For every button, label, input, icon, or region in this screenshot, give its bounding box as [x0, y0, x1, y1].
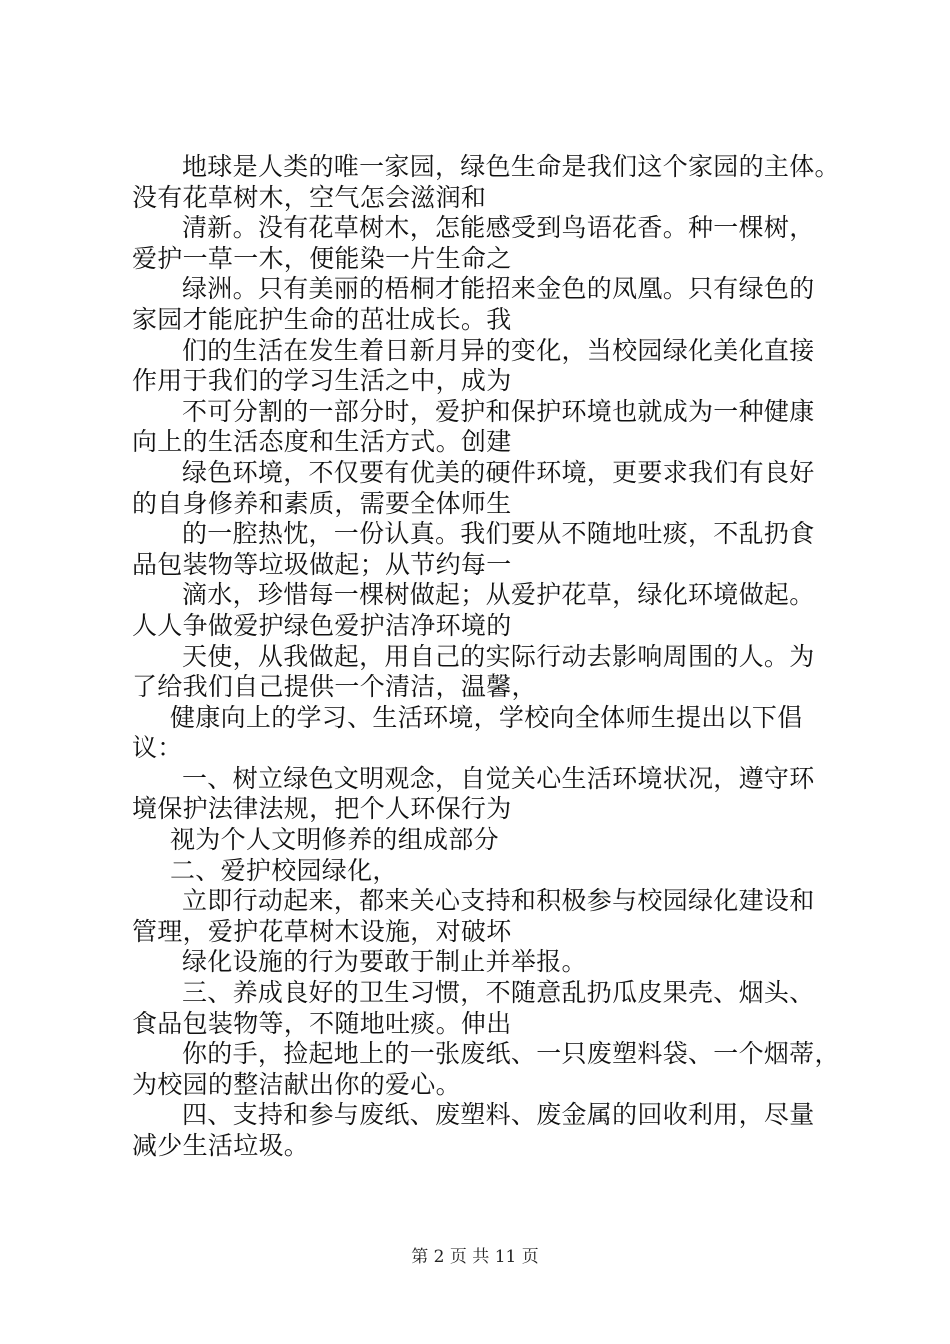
text-line: 们的生活在发生着日新月异的变化，当校园绿化美化直接 [182, 335, 815, 365]
text-line: 品包装物等垃圾做起；从节约每一 [132, 549, 512, 579]
text-line: 地球是人类的唯一家园，绿色生命是我们这个家园的主体。 [182, 152, 840, 181]
text-line: 清新。没有花草树木，怎能感受到鸟语花香。种一棵树， [182, 213, 815, 243]
text-line: 的自身修养和素质，需要全体师生 [132, 488, 512, 518]
text-line: 一、树立绿色文明观念，自觉关心生活环境状况，遵守环 [182, 763, 815, 793]
text-line: 视为个人文明修养的组成部分 [170, 825, 499, 855]
document-body [132, 152, 852, 1162]
text-line: 减少生活垃圾。 [132, 1131, 310, 1160]
text-line: 二、爱护校园绿化， [170, 855, 398, 885]
text-line: 没有花草树木，空气怎会滋润和 [132, 182, 487, 212]
text-line: 健康向上的学习、生活环境，学校向全体师生提出以下倡 [170, 702, 803, 732]
text-line: 家园才能庇护生命的茁壮成长。我 [132, 304, 512, 334]
text-line: 滴水，珍惜每一棵树做起；从爱护花草，绿化环境做起。 [182, 580, 815, 610]
text-line: 不可分割的一部分时，爱护和保护环境也就成为一种健康 [182, 396, 815, 426]
text-line: 议： [132, 733, 183, 763]
text-line: 人人争做爱护绿色爱护洁净环境的 [132, 610, 512, 640]
text-line: 食品包装物等，不随地吐痰。伸出 [132, 1008, 512, 1038]
text-line: 你的手，捡起地上的一张废纸、一只废塑料袋、一个烟蒂， [182, 1039, 840, 1069]
text-line: 绿色环境，不仅要有优美的硬件环境，更要求我们有良好 [182, 457, 815, 487]
text-line: 爱护一草一木，便能染一片生命之 [132, 243, 512, 273]
text-line: 天使，从我做起，用自己的实际行动去影响周围的人。为 [182, 641, 815, 671]
page-number-footer: 第 2 页 共 11 页 [411, 1247, 539, 1267]
text-line: 立即行动起来，都来关心支持和积极参与校园绿化建设和 [182, 886, 815, 916]
text-line: 境保护法律法规，把个人环保行为 [132, 794, 512, 824]
text-line: 三、养成良好的卫生习惯，不随意乱扔瓜皮果壳、烟头、 [182, 978, 815, 1008]
text-line: 绿化设施的行为要敢于制止并举报。 [182, 947, 587, 977]
text-line: 四、支持和参与废纸、废塑料、废金属的回收利用，尽量 [182, 1100, 815, 1130]
text-line: 了给我们自己提供一个清洁，温馨， [132, 672, 537, 702]
text-line: 的一腔热忱，一份认真。我们要从不随地吐痰，不乱扔食 [182, 519, 815, 549]
text-line: 为校园的整洁献出你的爱心。 [132, 1069, 461, 1099]
text-line: 管理，爱护花草树木设施，对破坏 [132, 916, 512, 946]
text-line: 绿洲。只有美丽的梧桐才能招来金色的凤凰。只有绿色的 [182, 274, 815, 304]
text-line: 作用于我们的学习生活之中，成为 [132, 366, 512, 396]
text-line: 向上的生活态度和生活方式。创建 [132, 427, 512, 457]
